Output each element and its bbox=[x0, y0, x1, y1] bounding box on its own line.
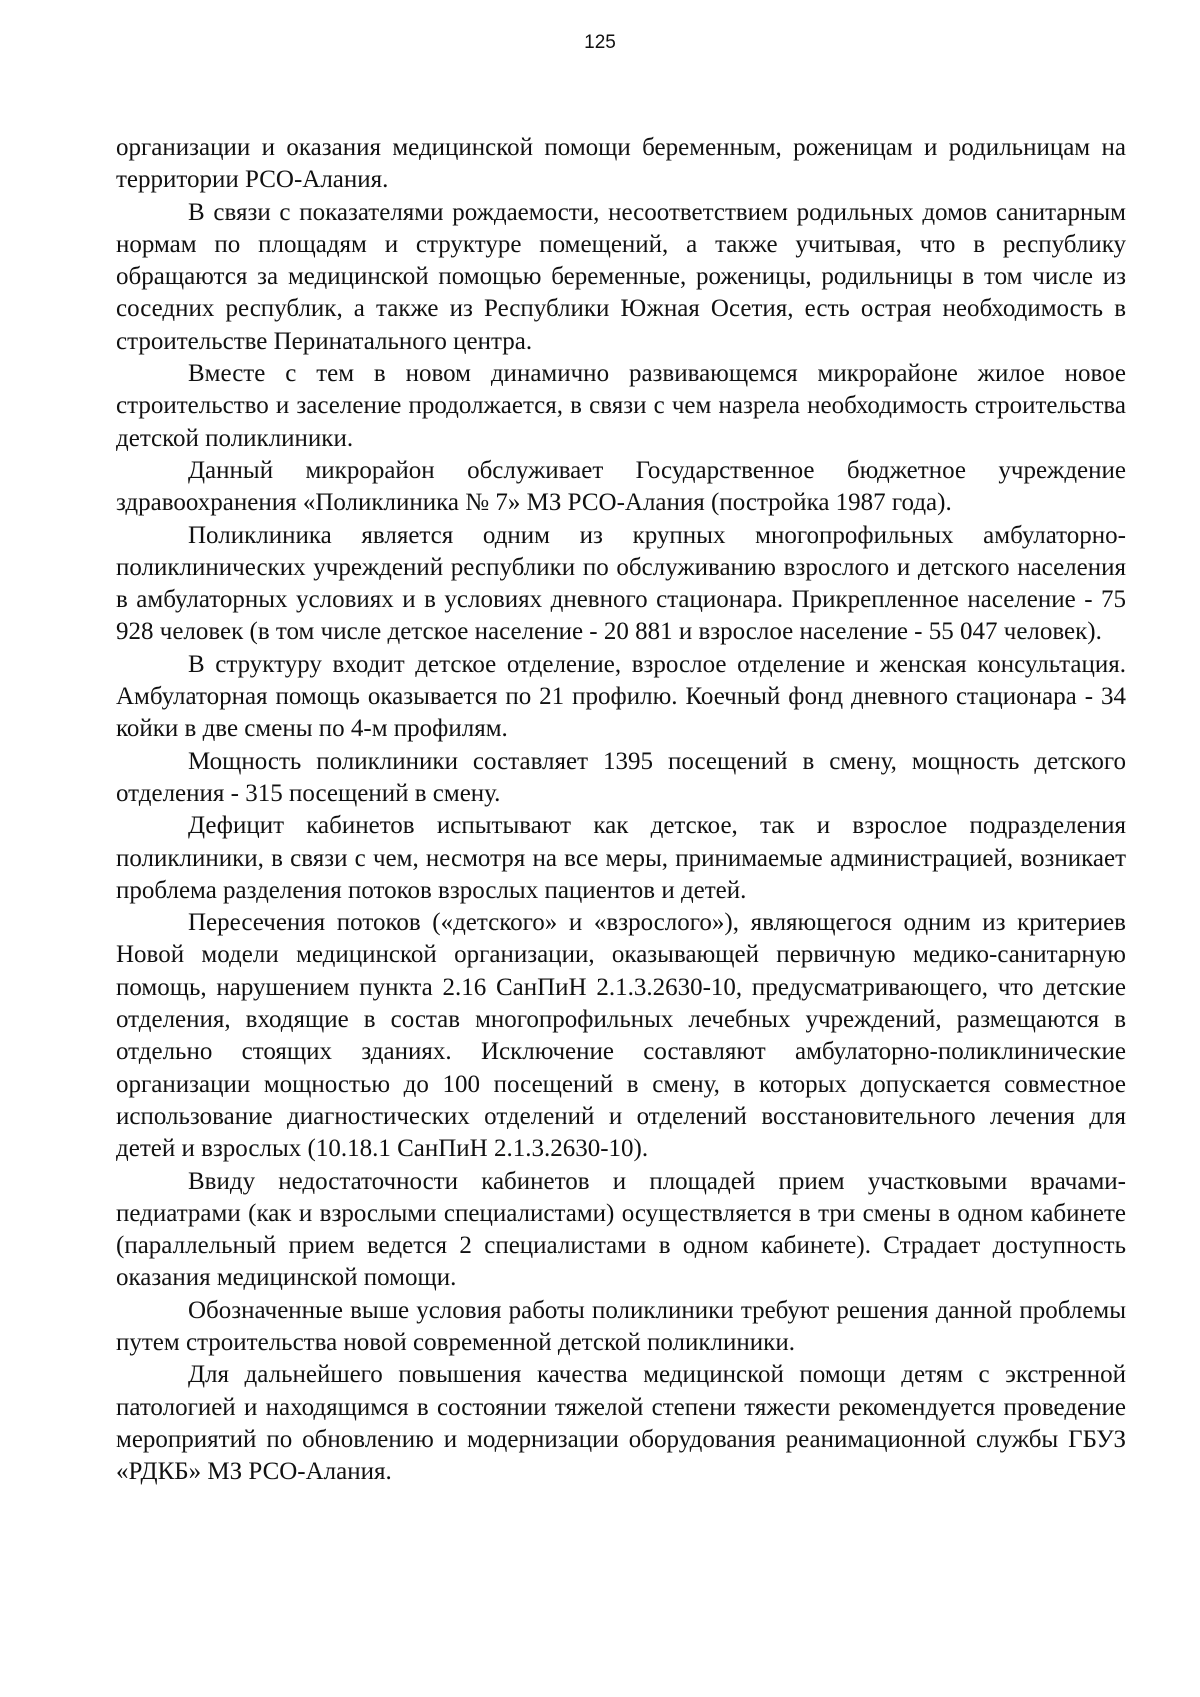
paragraph-attached-population: Поликлиника является одним из крупных многопрофильных амбулаторно-поликлинических учреждений республики по обслуживанию взрослого и детского населения в амбулаторных условиях и в условиях дневного стационара. Прикрепленное население - 75 928 человек (в том числе детское население - 20 881 и взрослое население - 55 047 человек). bbox=[116, 521, 1126, 646]
paragraph-new-polyclinic-need: Обозначенные выше условия работы поликлиники требуют решения данной проблемы путем строительства новой современной детской поликлиники. bbox=[116, 1296, 1126, 1356]
paragraph-shift-work: Ввиду недостаточности кабинетов и площадей прием участковыми врачами-педиатрами (как и взрослыми специалистами) осуществляется в три смены в одном кабинете (параллельный прием ведется 2 специалистами в одном кабинете). Страдает доступность оказания медицинской помощи. bbox=[116, 1167, 1126, 1292]
paragraph-structure: В структуру входит детское отделение, взрослое отделение и женская консультация. Амбулаторная помощь оказывается по 21 профилю. Коечный фонд дневного стационара - 34 койки в две смены по 4-м профилям. bbox=[116, 650, 1126, 743]
page-number: 125 bbox=[584, 32, 616, 53]
paragraph-continuation: организации и оказания медицинской помощи беременным, роженицам и родильницам на территории РСО-Алания. bbox=[116, 134, 1126, 194]
paragraph-cabinet-deficit: Дефицит кабинетов испытывают как детское, так и взрослое подразделения поликлиники, в связи с чем, несмотря на все меры, принимаемые администрацией, возникает проблема разделения потоков взрослых пациентов и детей. bbox=[116, 812, 1126, 904]
paragraph-flow-intersection: Пересечения потоков («детского» и «взрослого»), являющегося одним из критериев Новой модели медицинской организации, оказывающей первичную медико-санитарную помощь, нарушением пункта 2.16 СанПиН 2.1.3.2630-10, предусматривающего, что детские отделения, входящие в состав многопрофильных лечебных учреждений, размещаются в отдельно стоящих зданиях. Исключение составляют амбулаторно-поликлинические организации мощностью до 100 посещений в смену, в которых допускается совместное использование диагностических отделений и отделений восстановительного лечения для детей и взрослых (10.18.1 СанПиН 2.1.3.2630-10). bbox=[116, 909, 1126, 1163]
paragraph-new-microdistrict: Вместе с тем в новом динамично развивающемся микрорайоне жилое новое строительство и заселение продолжается, в связи с чем назрела необходимость строительства детской поликлиники. bbox=[116, 360, 1126, 452]
paragraph-perinatal-center: В связи с показателями рождаемости, несоответствием родильных домов санитарным нормам по площадям и структуре помещений, а также учитывая, что в республику обращаются за медицинской помощью беременные, роженицы, родильницы в том числе из соседних республик, а также из Республики Южная Осетия, есть острая необходимость в строительстве Перинатального центра. bbox=[116, 198, 1126, 355]
paragraph-capacity: Мощность поликлиники составляет 1395 посещений в смену, мощность детского отделения - 315 посещений в смену. bbox=[116, 747, 1126, 807]
document-body bbox=[116, 132, 1126, 1488]
paragraph-polyclinic-7: Данный микрорайон обслуживает Государственное бюджетное учреждение здравоохранения «Поликлиника № 7» МЗ РСО-Алания (постройка 1987 года). bbox=[116, 456, 1126, 517]
paragraph-reanimation-equipment: Для дальнейшего повышения качества медицинской помощи детям с экстренной патологией и находящимся в состоянии тяжелой степени тяжести рекомендуется проведение мероприятий по обновлению и модернизации оборудования реанимационной службы ГБУЗ «РДКБ» МЗ РСО-Алания. bbox=[116, 1361, 1126, 1486]
